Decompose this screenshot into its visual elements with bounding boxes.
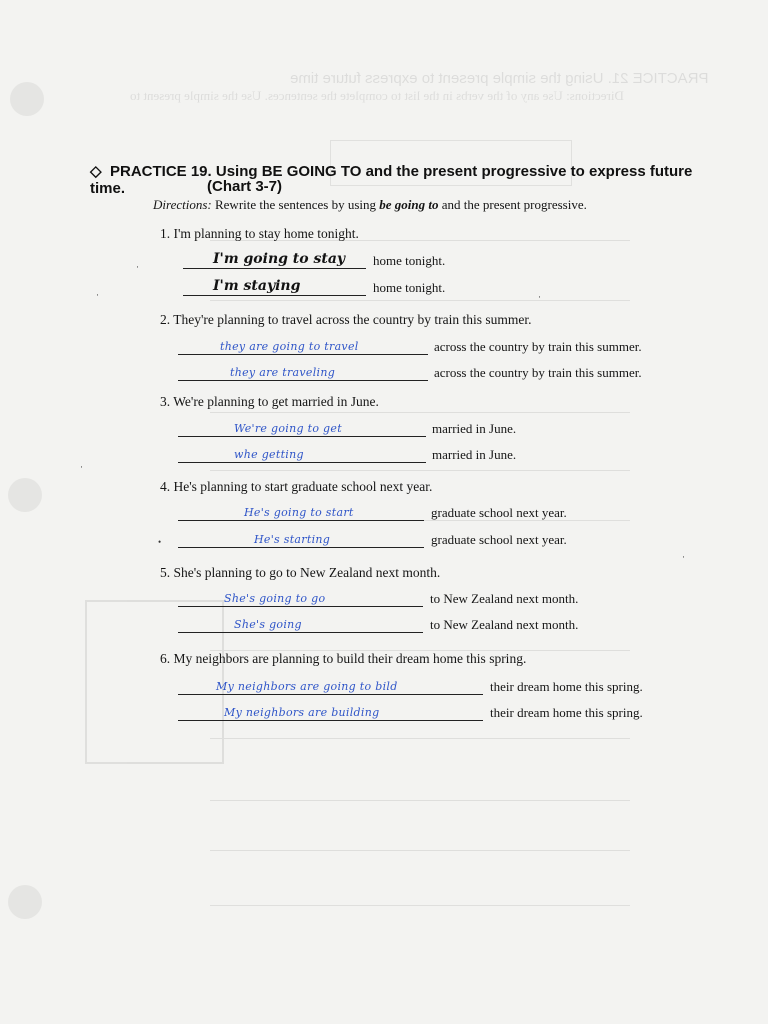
practice-title: PRACTICE 19. Using BE GOING TO and the present progressive to express future time. [90, 163, 693, 197]
handwritten-answer: whe getting [234, 448, 304, 461]
sentence-completion: to New Zealand next month. [430, 617, 579, 632]
answer-row [0, 278, 768, 296]
handwritten-answer: He's going to start [244, 506, 354, 519]
show-through-background: PRACTICE 21. Using the simple present to express future time Directions: Use any of the verbs in the list to complete the sentences. Use the simple present to [0, 0, 768, 1024]
scan-speck: • [158, 537, 162, 547]
sentence-completion: home tonight. [373, 253, 446, 268]
sentence-completion: their dream home this spring. [490, 679, 643, 694]
chart-reference: (Chart 3-7) [207, 178, 283, 195]
handwritten-answer: We're going to get [234, 422, 342, 435]
scan-speck: · [682, 552, 685, 562]
answer-blank[interactable] [183, 251, 366, 269]
answer-blank[interactable] [178, 337, 428, 355]
sentence-completion: graduate school next year. [431, 532, 567, 547]
answer-row [0, 530, 768, 548]
exercise-prompt: 6. My neighbors are planning to build their dream home this spring. [160, 651, 527, 666]
answer-blank[interactable] [178, 363, 428, 381]
answer-blank[interactable] [178, 677, 483, 695]
answer-row [0, 589, 768, 607]
answer-row [0, 703, 768, 721]
answer-row [0, 419, 768, 437]
sentence-completion: graduate school next year. [431, 505, 567, 520]
answer-blank[interactable] [178, 589, 423, 607]
answer-row [0, 615, 768, 633]
sentence-completion: married in June. [432, 447, 517, 462]
handwritten-answer: My neighbors are going to bild [216, 680, 398, 693]
answer-blank[interactable] [178, 703, 483, 721]
handwritten-answer: I'm staying [213, 278, 301, 294]
directions-text-after: and the present progressive. [438, 197, 587, 212]
scan-speck: · [96, 290, 99, 300]
answer-row [0, 251, 768, 269]
answer-row [0, 677, 768, 695]
diamond-icon: ◇ [90, 163, 102, 180]
answer-blank[interactable] [178, 503, 424, 521]
scan-speck: · [80, 462, 83, 472]
handwritten-answer: they are going to travel [220, 340, 359, 353]
practice-heading [90, 162, 710, 197]
exercise-prompt: 2. They're planning to travel across the country by train this summer. [160, 312, 532, 327]
directions-label: Directions: [153, 197, 212, 212]
directions-text-before: Rewrite the sentences by using [211, 197, 380, 212]
punch-hole [10, 82, 44, 116]
answer-row [0, 337, 768, 355]
scan-speck: · [136, 262, 139, 272]
directions-emphasis: be going to [379, 197, 439, 212]
handwritten-answer: He's starting [254, 533, 331, 546]
answer-blank[interactable] [178, 419, 426, 437]
handwritten-answer: She's going to go [224, 592, 326, 605]
exercise-prompt: 3. We're planning to get married in June. [160, 394, 379, 409]
exercise-prompt: 4. He's planning to start graduate school next year. [160, 479, 433, 494]
sentence-completion: across the country by train this summer. [434, 339, 642, 354]
answer-blank[interactable] [183, 278, 366, 296]
sentence-completion: to New Zealand next month. [430, 591, 579, 606]
scan-speck: · [538, 292, 541, 302]
exercise-prompt: 5. She's planning to go to New Zealand next month. [160, 565, 441, 580]
answer-row [0, 445, 768, 463]
handwritten-answer: My neighbors are building [224, 706, 380, 719]
sentence-completion: home tonight. [373, 280, 446, 295]
handwritten-answer: I'm going to stay [213, 251, 346, 267]
answer-row [0, 363, 768, 381]
answer-row [0, 503, 768, 521]
sentence-completion: across the country by train this summer. [434, 365, 642, 380]
answer-blank[interactable] [178, 530, 424, 548]
handwritten-answer: they are traveling [230, 366, 336, 379]
answer-blank[interactable] [178, 615, 423, 633]
answer-blank[interactable] [178, 445, 426, 463]
handwritten-answer: She's going [234, 618, 302, 631]
directions [153, 197, 587, 213]
sentence-completion: married in June. [432, 421, 517, 436]
exercise-prompt: 1. I'm planning to stay home tonight. [160, 226, 359, 241]
sentence-completion: their dream home this spring. [490, 705, 643, 720]
punch-hole [8, 885, 42, 919]
